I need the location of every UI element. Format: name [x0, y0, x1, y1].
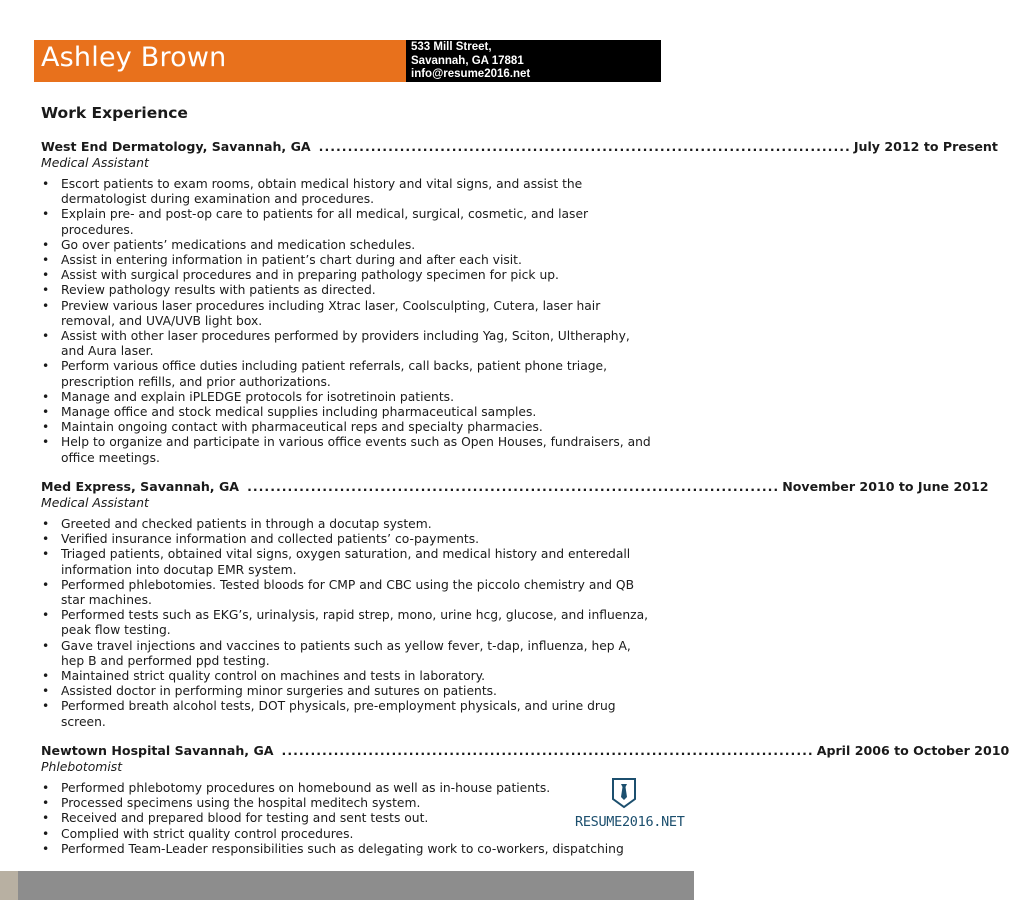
email-address: info@resume2016.net [411, 68, 531, 81]
address-line-1: 533 Mill Street, [411, 41, 492, 53]
job-title: Medical Assistant [41, 495, 149, 510]
applicant-name: Ashley Brown [41, 42, 227, 73]
logo-text: RESUME2016.NET [575, 814, 685, 830]
duty-item: • Triaged patients, obtained vital signs, oxygen saturation, and medical history and enteredall information into docutap EMR system. [41, 547, 659, 577]
resume2016-logo [575, 778, 685, 834]
footer-bar [0, 871, 694, 900]
footer-corner [0, 871, 18, 900]
section-title: Work Experience [41, 104, 188, 122]
duty-item: • Received and prepared blood for testing and sent tests out. [41, 811, 659, 826]
duty-item: • Performed Team-Leader responsibilities such as delegating work to co-workers, dispatching [41, 842, 659, 857]
duty-item: • Assist with surgical procedures and in preparing pathology specimen for pick up. [41, 268, 659, 283]
duty-item: • Assisted doctor in performing minor surgeries and sutures on patients. [41, 684, 659, 699]
job-heading [41, 479, 989, 495]
duty-item: • Escort patients to exam rooms, obtain medical history and vital signs, and assist the dermatologist during examination and procedures. [41, 177, 659, 207]
job-duties-list [41, 781, 659, 857]
duty-item: • Maintain ongoing contact with pharmaceutical reps and specialty pharmacies. [41, 420, 659, 435]
job-dates: April 2006 to October 2010 [816, 743, 1009, 758]
job-dates: July 2012 to Present [853, 139, 998, 154]
duty-item: • Performed tests such as EKG’s, urinalysis, rapid strep, mono, urine hcg, glucose, and influenza, peak flow testing. [41, 608, 659, 638]
duty-item: • Perform various office duties including patient referrals, call backs, patient phone triage, prescription refills, and prior authorizations. [41, 359, 659, 389]
job-entry-2 [41, 479, 989, 730]
job-entry-1 [41, 139, 998, 466]
duty-item: • Greeted and checked patients in through a docutap system. [41, 517, 659, 532]
address-line-2: Savannah, GA 17881 [411, 54, 524, 67]
duty-item: • Gave travel injections and vaccines to patients such as yellow fever, t-dap, influenza, hep A, hep B and performed ppd testing. [41, 639, 659, 669]
duty-item: • Verified insurance information and collected patients’ co-payments. [41, 532, 659, 547]
name-banner [34, 40, 406, 82]
job-entry-3 [41, 743, 1009, 857]
job-company: Med Express, Savannah, GA [41, 479, 240, 494]
job-company: West End Dermatology, Savannah, GA [41, 139, 311, 154]
job-title: Phlebotomist [41, 759, 123, 774]
duty-item: • Assist in entering information in patient’s chart during and after each visit. [41, 253, 659, 268]
job-duties-list [41, 517, 659, 730]
duty-item: • Processed specimens using the hospital meditech system. [41, 796, 659, 811]
duty-item: • Manage and explain iPLEDGE protocols for isotretinoin patients. [41, 390, 659, 405]
dot-leader: ............................................................................................ [247, 479, 780, 494]
job-duties-list [41, 177, 659, 466]
duty-item: • Preview various laser procedures including Xtrac laser, Coolsculpting, Cutera, laser hair removal, and UVA/UVB light box. [41, 299, 659, 329]
contact-block [406, 40, 661, 82]
duty-item: • Manage office and stock medical supplies including pharmaceutical samples. [41, 405, 659, 420]
dot-leader: ............................................................................................ [281, 743, 814, 758]
duty-item: • Explain pre- and post-op care to patients for all medical, surgical, cosmetic, and laser procedures. [41, 207, 659, 237]
duty-item: • Performed breath alcohol tests, DOT physicals, pre-employment physicals, and urine drug screen. [41, 699, 659, 729]
job-title: Medical Assistant [41, 155, 149, 170]
duty-item: • Complied with strict quality control procedures. [41, 827, 659, 842]
duty-item: • Go over patients’ medications and medication schedules. [41, 238, 659, 253]
job-heading [41, 139, 998, 155]
duty-item: • Performed phlebotomies. Tested bloods for CMP and CBC using the piccolo chemistry and QB star machines. [41, 578, 659, 608]
resume-header [34, 40, 661, 82]
duty-item: • Review pathology results with patients as directed. [41, 283, 659, 298]
job-company: Newtown Hospital Savannah, GA [41, 743, 274, 758]
duty-item: • Help to organize and participate in various office events such as Open Houses, fundraisers, and office meetings. [41, 435, 659, 465]
dot-leader: ............................................................................................ [318, 139, 851, 154]
duty-item: • Maintained strict quality control on machines and tests in laboratory. [41, 669, 659, 684]
job-dates: November 2010 to June 2012 [782, 479, 989, 494]
job-heading [41, 743, 1009, 759]
resume-tie-icon [611, 778, 637, 808]
duty-item: • Performed phlebotomy procedures on homebound as well as in-house patients. [41, 781, 659, 796]
duty-item: • Assist with other laser procedures performed by providers including Yag, Sciton, Ultheraphy, and Aura laser. [41, 329, 659, 359]
